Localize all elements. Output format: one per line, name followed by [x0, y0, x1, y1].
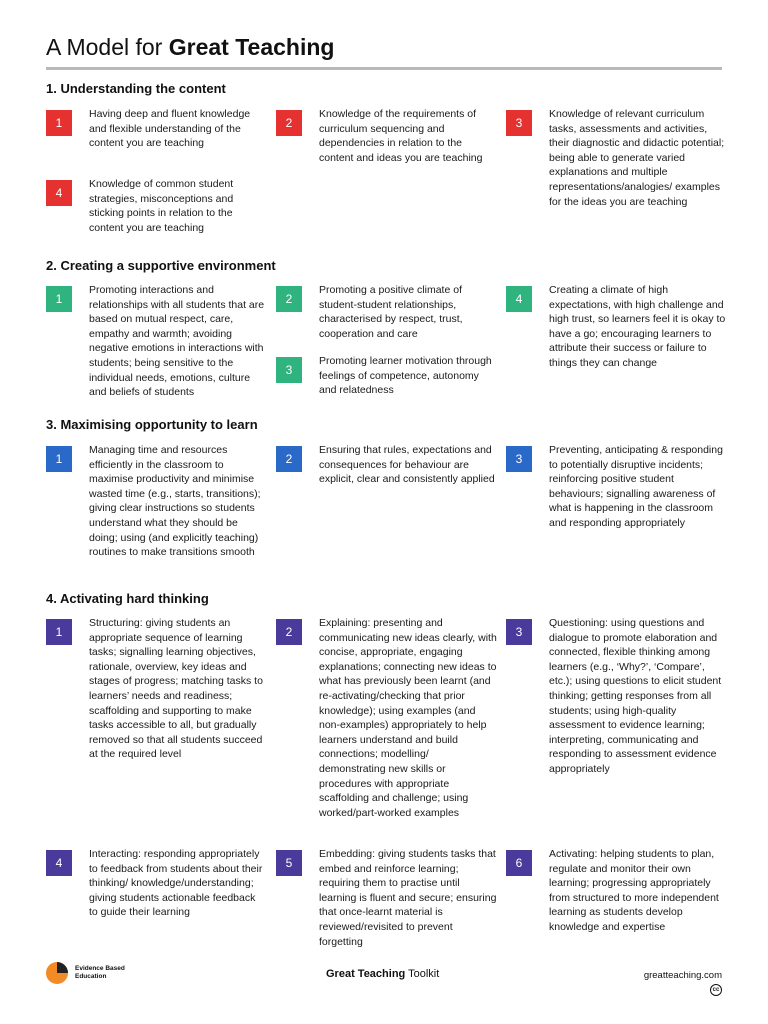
footer-title-bold: Great Teaching — [326, 968, 406, 980]
item-text: Promoting learner motivation through feelings of competence, autonomy and relatedness — [319, 355, 492, 397]
item-text: Having deep and fluent knowledge and flexible understanding of the content you are teaching — [89, 108, 251, 150]
item-text: Knowledge of the requirements of curriculum sequencing and dependencies in relation to the content and ideas you are teaching — [319, 108, 483, 164]
number-badge: 1 — [46, 286, 72, 312]
title-divider — [46, 67, 722, 70]
item-text: Promoting a positive climate of student-student relationships, characterised by respect, trust, cooperation and care — [319, 284, 463, 340]
item-text: Activating: helping students to plan, regulate and monitor their own learning; progressing appropriately from structured to more independent learning as students develop knowledge and expertise — [549, 848, 719, 933]
section-heading-supportive-environment: 2. Creating a supportive environment — [46, 258, 276, 273]
item-text: Preventing, anticipating & responding to potentially disruptive incidents; reinforcing positive student behaviours; signalling awareness of what is happening in the classroom and responding appropriately — [549, 444, 723, 529]
evidence-based-education-logo — [46, 962, 146, 986]
number-badge: 3 — [506, 619, 532, 645]
logo-mark-icon — [46, 962, 68, 984]
section-heading-hard-thinking: 4. Activating hard thinking — [46, 591, 209, 606]
number-badge: 3 — [506, 446, 532, 472]
number-badge: 4 — [506, 286, 532, 312]
item-text: Promoting interactions and relationships with all students that are based on mutual respect, care, empathy and warmth; avoiding negative emotions in interactions with students; being sensitive to the individual needs, emotions, culture and beliefs of students — [89, 284, 265, 399]
logo-text: Evidence Based Education — [75, 965, 125, 980]
title-bold: Great Teaching — [168, 34, 335, 60]
number-badge: 2 — [276, 446, 302, 472]
footer-title-light: Toolkit — [405, 968, 440, 980]
creative-commons-icon: cc — [710, 984, 722, 996]
section-heading-opportunity-to-learn: 3. Maximising opportunity to learn — [46, 417, 258, 432]
footer-toolkit-title — [326, 968, 439, 980]
item-text: Embedding: giving students tasks that embed and reinforce learning; requiring them to practise until learning is fluent and secure; ensuring that once-learnt material is reviewed/revisited to prevent forgetting — [319, 848, 497, 948]
item-text: Interacting: responding appropriately to feedback from students about their thinking/ knowledge/understanding; giving students actionable feedback to guide their learning — [89, 848, 263, 919]
number-badge: 4 — [46, 850, 72, 876]
section-heading-understanding-content: 1. Understanding the content — [46, 81, 226, 96]
number-badge: 1 — [46, 110, 72, 136]
number-badge: 2 — [276, 110, 302, 136]
number-badge: 4 — [46, 180, 72, 206]
number-badge: 6 — [506, 850, 532, 876]
number-badge: 3 — [506, 110, 532, 136]
page-title — [46, 34, 334, 61]
number-badge: 2 — [276, 619, 302, 645]
item-text: Knowledge of common student strategies, misconceptions and sticking points in relation to the content you are teaching — [89, 178, 234, 234]
item-text: Managing time and resources efficiently in the classroom to maximise productivity and minimise wasted time (e.g., starts, transitions); giving clear instructions so students understand what they should be doing; using (and explicitly teaching) routines to make transitions smooth — [89, 444, 261, 559]
item-text: Creating a climate of high expectations, with high challenge and high trust, so learners feel it is okay to have a go; encouraging learners to attribute their success or failure to things they can change — [549, 284, 726, 369]
title-light: A Model for — [46, 34, 169, 60]
number-badge: 1 — [46, 619, 72, 645]
number-badge: 2 — [276, 286, 302, 312]
item-text: Questioning: using questions and dialogue to promote elaboration and connected, flexible thinking among learners (e.g., ‘Why?’, ‘Compare’, etc.); using questions to elicit student thinking; getting responses from all students; using high-quality assessment to evidence learning; interpreting, communicating and responding to assessment evidence appropriately — [549, 617, 722, 775]
footer-url: greatteaching.com — [643, 970, 722, 981]
item-text: Explaining: presenting and communicating new ideas clearly, with concise, appropriate, engaging explanations; connecting new ideas to what has previously been learnt (and re-activating/checking that prior knowledge); using examples (and non-examples) appropriately to help learners understand and build connections; modelling/ demonstrating new skills or procedures with appropriate scaffolding and challenge; using worked/part-worked examples — [319, 617, 497, 819]
item-text: Structuring: giving students an appropriate sequence of learning tasks; signalling learning objectives, rationale, overview, key ideas and stages of progress; matching tasks to learners’ needs and readiness; scaffolding and supporting to make tasks accessible to all, but gradually removed so that all students succeed at the required level — [89, 617, 263, 761]
number-badge: 1 — [46, 446, 72, 472]
item-text: Ensuring that rules, expectations and consequences for behaviour are explicit, clear and consistently applied — [319, 444, 495, 486]
number-badge: 3 — [276, 357, 302, 383]
item-text: Knowledge of relevant curriculum tasks, assessments and activities, their diagnostic and didactic potential; being able to generate varied explanations and multiple representations/analogies/ examples for the ideas you are teaching — [549, 108, 725, 208]
number-badge: 5 — [276, 850, 302, 876]
